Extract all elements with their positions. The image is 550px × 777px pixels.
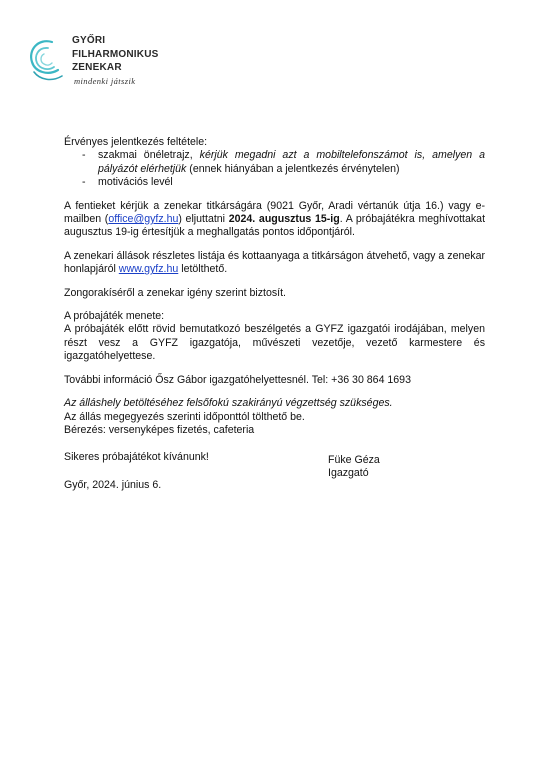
submission-text-3: . A próbajátékra meghívottakat augusztus 19-ig értesítjük a meghallgatás pontos időpontjáról. — [64, 213, 486, 239]
conditions-list — [64, 149, 485, 189]
condition-letter-text: motivációs levél — [98, 176, 173, 189]
auditions-text-2: letölthető. — [181, 263, 228, 276]
condition-item-cv — [64, 149, 485, 176]
place-date: Győr, 2024. június 6. — [64, 478, 162, 491]
condition-cv-text: szakmai önéletrajz, — [98, 149, 193, 162]
process-paragraph: A próbajáték előtt rövid bemutatkozó beszélgetés a GYFZ igazgatói irodájában, melyen részt vesz a GYFZ igazgatója, művészeti vezetője, vezető karmestere és igazgatóhelyettese. — [64, 323, 485, 363]
dash-bullet: - — [82, 149, 86, 162]
deadline-date: augusztus 15-ig — [258, 213, 340, 226]
condition-cv-paren: (ennek hiányában a jelentkezés érvénytelen) — [189, 162, 400, 175]
orchestra-logo — [22, 28, 182, 98]
condition-cv-italic: kérjük megadni azt a mobiltelefonszámot is, amelyen a pályázót elérhetjük — [98, 149, 485, 175]
logo-line-3: ZENEKAR — [72, 62, 122, 73]
closing-paragraph: Sikeres próbajátékot kívánunk! — [64, 451, 209, 464]
signature-title: Igazgató — [328, 467, 369, 480]
email-link[interactable]: office@gyfz.hu — [108, 213, 179, 226]
logo-line-2: FILHARMONIKUS — [72, 48, 159, 60]
process-heading: A próbajáték menete: — [64, 310, 165, 323]
salary-paragraph: Bérezés: versenyképes fizetés, cafeteria — [64, 423, 255, 436]
website-link[interactable]: www.gyfz.hu — [118, 263, 179, 276]
start-paragraph: Az állás megegyezés szerinti időponttól tölthető be. — [64, 410, 305, 423]
submission-paragraph — [64, 200, 485, 240]
auditions-text-1: A zenekari állások részletes listája és kottaanyaga a titkárságon átvehető, vagy a zenekar honlapjáról — [64, 249, 485, 276]
condition-item-letter — [64, 176, 485, 189]
logo-wordmark — [72, 34, 158, 75]
requirement-paragraph — [64, 397, 485, 410]
submission-text-2: ) eljuttatni — [178, 213, 226, 226]
contact-paragraph: További információ Ősz Gábor igazgatóhelyettesnél. Tel: +36 30 864 1693 — [64, 373, 411, 386]
auditions-paragraph — [64, 250, 485, 277]
conditions-heading: Érvényes jelentkezés feltétele: — [64, 136, 208, 148]
submission-text-1: A fentieket kérjük a zenekar titkárságára (9021 Győr, Aradi vértanúk útja 16.) vagy e-mailben ( — [64, 199, 485, 226]
requirement-text: Az álláshely betöltéséhez felsőfokú szakirányú végzettség szükséges. — [64, 397, 393, 410]
logo-swirl-icon — [22, 28, 72, 88]
signature-block — [328, 454, 380, 481]
signature-name: Füke Géza — [328, 454, 380, 466]
logo-line-1: GYŐRI — [72, 35, 106, 46]
accompanist-paragraph: Zongorakíséről a zenekar igény szerint biztosít. — [64, 286, 286, 299]
letter-body — [64, 136, 485, 492]
logo-tagline: mindenki játszik — [74, 76, 136, 86]
dash-bullet: - — [82, 176, 86, 189]
deadline-year: 2024. — [228, 213, 256, 226]
